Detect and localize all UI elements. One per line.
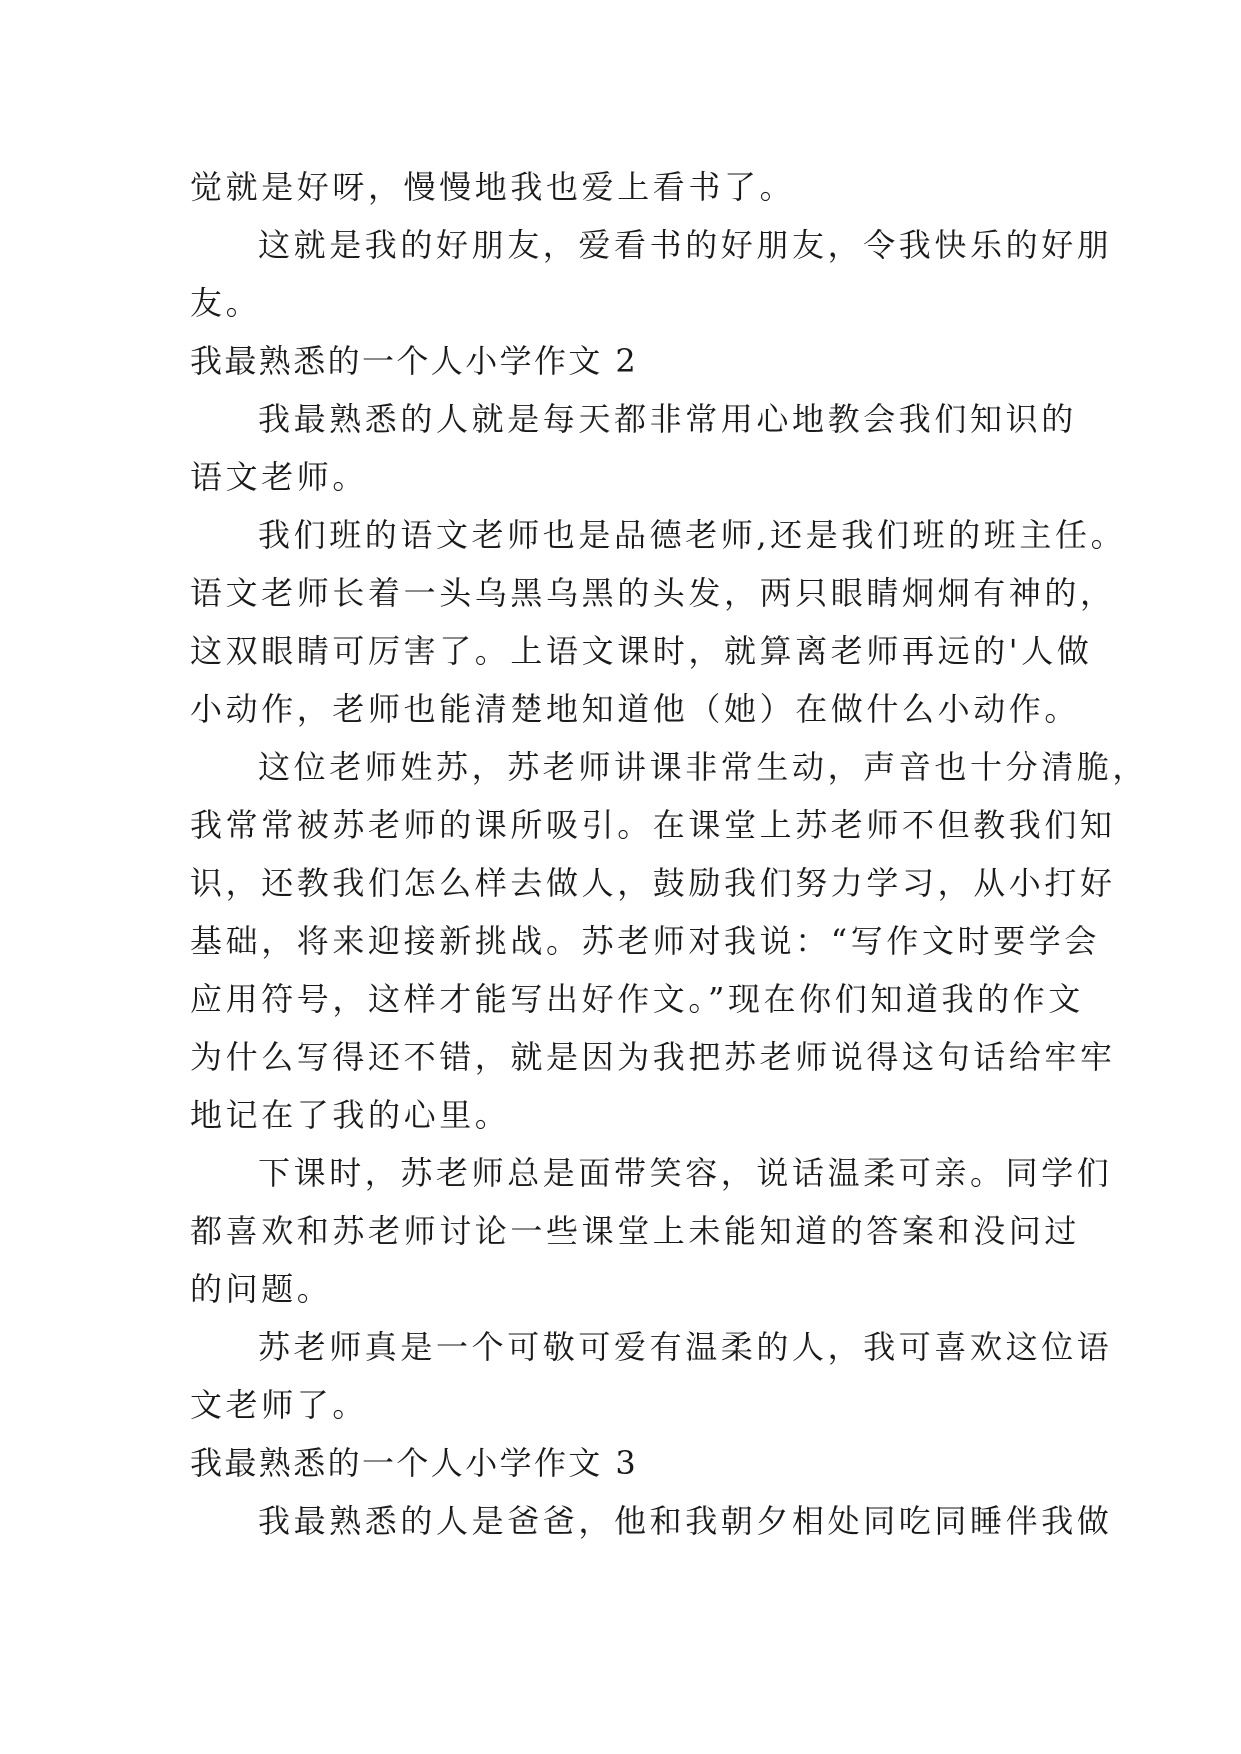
paragraph-line: 这双眼睛可厉害了。上语文课时，就算离老师再远的'人做 <box>190 632 1093 670</box>
paragraph-line: 苏老师真是一个可敬可爱有温柔的人，我可喜欢这位语 <box>258 1328 1113 1366</box>
paragraph-line: 下课时，苏老师总是面带笑容，说话温柔可亲。同学们 <box>258 1154 1113 1192</box>
paragraph-line: 友。 <box>190 284 262 322</box>
paragraph-line: 识，还教我们怎么样去做人，鼓励我们努力学习，从小打好 <box>190 864 1116 902</box>
paragraph-line: 都喜欢和苏老师讨论一些课堂上未能知道的答案和没问过 <box>190 1212 1081 1250</box>
paragraph-line: 这位老师姓苏，苏老师讲课非常生动，声音也十分清脆， <box>258 748 1149 786</box>
document-page <box>190 158 1149 1550</box>
paragraph-line: 应用符号，这样才能写出好作文。”现在你们知道我的作文 <box>190 980 1084 1018</box>
paragraph-line: 我常常被苏老师的课所吸引。在课堂上苏老师不但教我们知 <box>190 806 1116 844</box>
paragraph-line: 我最熟悉的人是爸爸，他和我朝夕相处同吃同睡伴我做 <box>258 1502 1113 1540</box>
paragraph-line: 小动作，老师也能清楚地知道他（她）在做什么小动作。 <box>190 690 1081 728</box>
section-heading: 我最熟悉的一个人小学作文 2 <box>190 342 639 380</box>
paragraph-line: 我们班的语文老师也是品德老师,还是我们班的班主任。 <box>258 516 1127 554</box>
paragraph-line: 为什么写得还不错，就是因为我把苏老师说得这句话给牢牢 <box>190 1038 1116 1076</box>
paragraph-line: 语文老师长着一头乌黑乌黑的头发，两只眼睛炯炯有神的， <box>190 574 1116 612</box>
paragraph-line: 基础，将来迎接新挑战。苏老师对我说：“写作文时要学会 <box>190 922 1100 960</box>
paragraph-line: 地记在了我的心里。 <box>190 1096 511 1134</box>
paragraph-line: 文老师了。 <box>190 1386 369 1424</box>
paragraph-line: 觉就是好呀，慢慢地我也爱上看书了。 <box>190 168 796 206</box>
paragraph-line: 这就是我的好朋友，爱看书的好朋友，令我快乐的好朋 <box>258 226 1113 264</box>
paragraph-line: 语文老师。 <box>190 458 369 496</box>
paragraph-line: 我最熟悉的人就是每天都非常用心地教会我们知识的 <box>258 400 1077 438</box>
section-heading: 我最熟悉的一个人小学作文 3 <box>190 1444 639 1482</box>
paragraph-line: 的问题。 <box>190 1270 333 1308</box>
